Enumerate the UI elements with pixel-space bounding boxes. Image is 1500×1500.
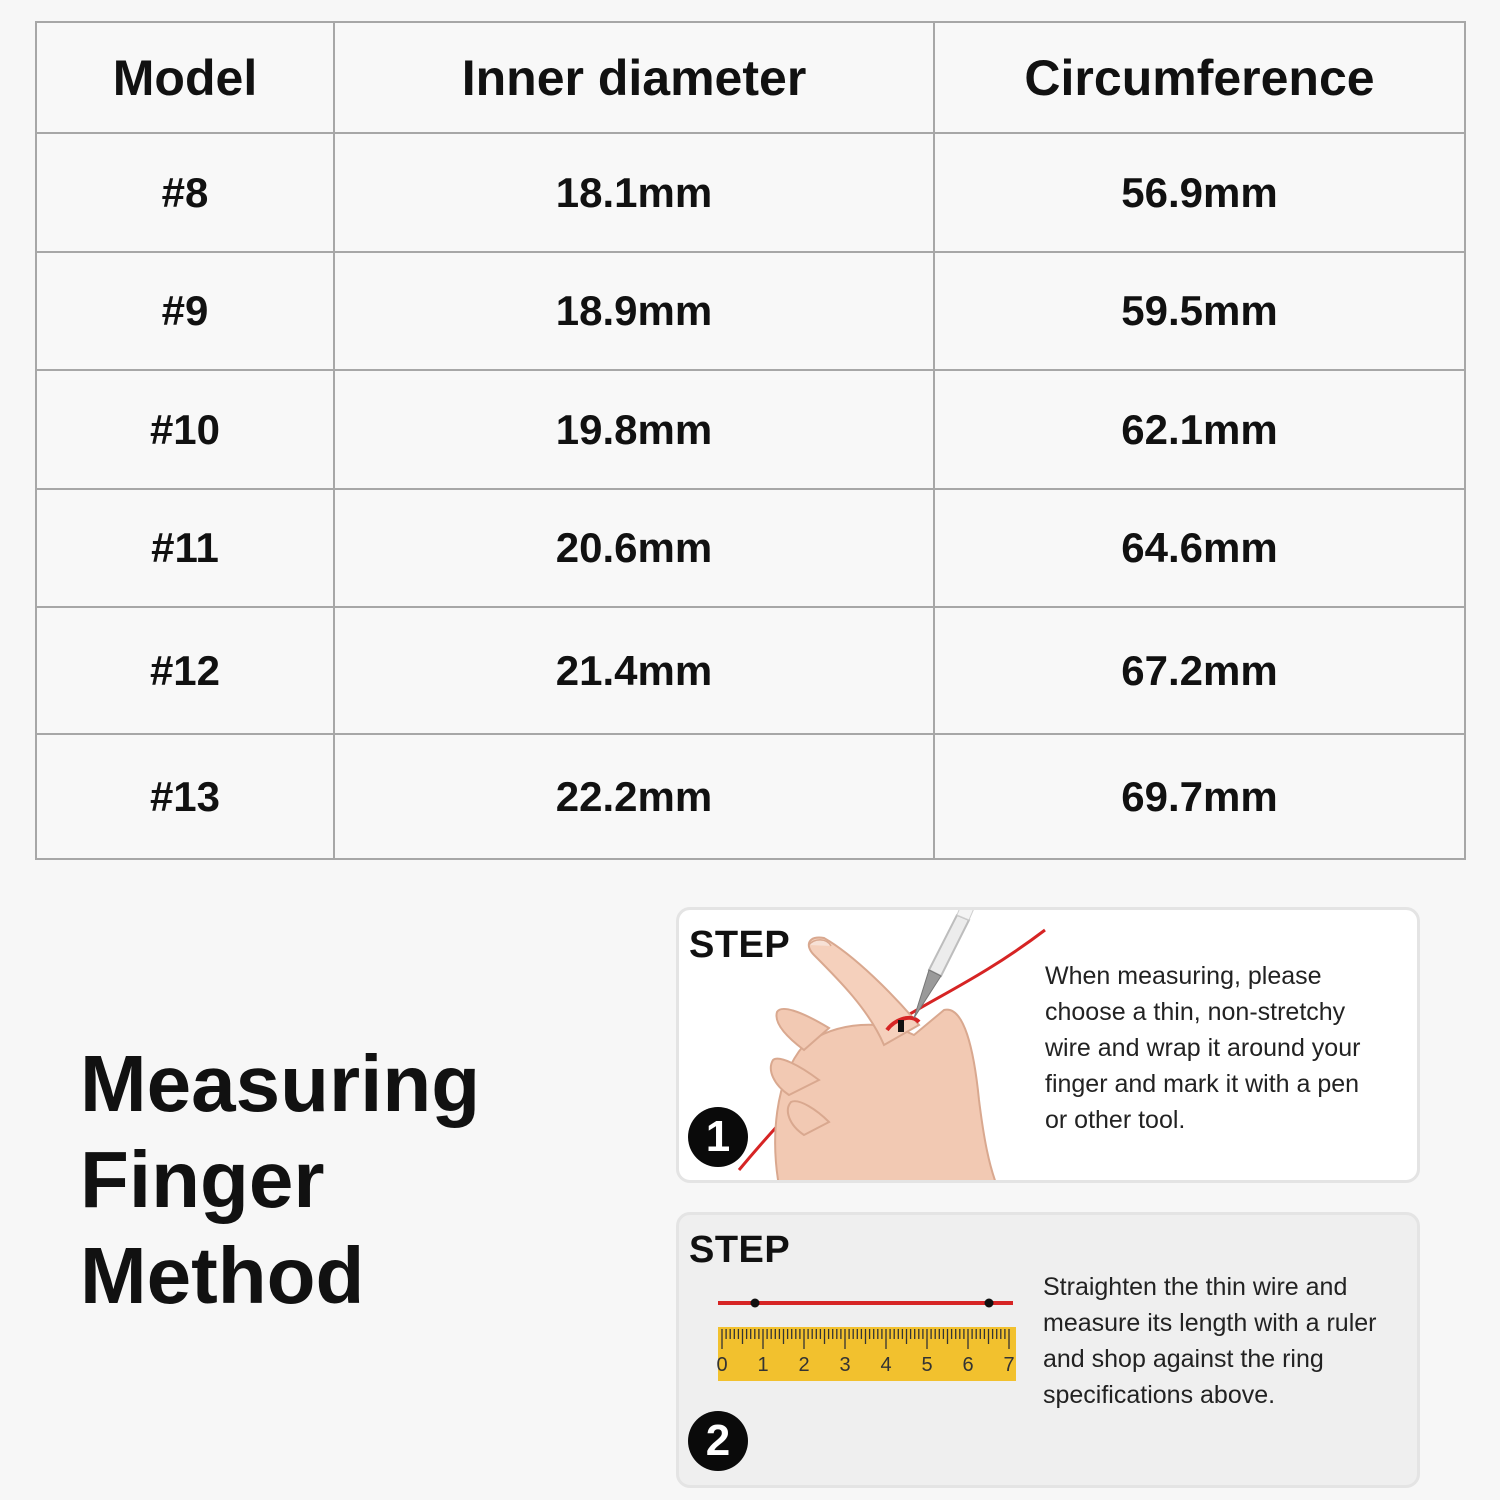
cell-inner-diameter: 18.9mm	[335, 253, 935, 371]
ruler-number: 4	[880, 1354, 892, 1376]
step-description: Straighten the thin wire and measure its length with a ruler and shop against the ring specifications above.	[1043, 1273, 1377, 1409]
cell-model: #10	[37, 371, 335, 490]
step-label: STEP	[689, 924, 791, 966]
step-2-panel	[676, 1212, 1420, 1488]
header-model: Model	[37, 23, 335, 134]
cell-inner-diameter: 19.8mm	[335, 371, 935, 490]
ruler-number: 1	[757, 1354, 769, 1376]
cell-model: #9	[37, 253, 335, 371]
step-number-badge: 2	[688, 1411, 748, 1471]
title-line: Finger	[80, 1135, 325, 1224]
cell-circumference: 64.6mm	[935, 490, 1464, 608]
cell-model: #13	[37, 735, 335, 858]
cell-inner-diameter: 22.2mm	[335, 735, 935, 858]
step-number-badge: 1	[688, 1107, 748, 1167]
cell-circumference: 62.1mm	[935, 371, 1464, 490]
ruler-number: 6	[962, 1354, 974, 1376]
cell-model: #11	[37, 490, 335, 608]
cell-model: #12	[37, 608, 335, 735]
title-line: Measuring	[80, 1039, 481, 1128]
cell-inner-diameter: 20.6mm	[335, 490, 935, 608]
page-title	[80, 1036, 480, 1324]
cell-inner-diameter: 18.1mm	[335, 134, 935, 253]
cell-model: #8	[37, 134, 335, 253]
size-table	[35, 21, 1466, 860]
cell-circumference: 56.9mm	[935, 134, 1464, 253]
title-line: Method	[80, 1231, 365, 1320]
cell-inner-diameter: 21.4mm	[335, 608, 935, 735]
ruler-number: 2	[798, 1354, 810, 1376]
cell-circumference: 59.5mm	[935, 253, 1464, 371]
step-label: STEP	[689, 1229, 791, 1271]
ruler-number: 7	[1003, 1354, 1015, 1376]
cell-circumference: 69.7mm	[1121, 772, 1278, 820]
ruler-number: 0	[716, 1354, 728, 1376]
step-1-panel	[676, 907, 1420, 1183]
ruler-wire-icon	[713, 1289, 1053, 1399]
ruler-number: 3	[839, 1354, 851, 1376]
header-inner-diameter: Inner diameter	[335, 23, 935, 134]
step-description: When measuring, please choose a thin, non-stretchy wire and wrap it around your finger and mark it with a pen or other tool.	[1045, 962, 1361, 1134]
header-circumference: Circumference	[935, 23, 1464, 134]
ruler-number: 5	[921, 1354, 933, 1376]
cell-circumference: 67.2mm	[935, 608, 1464, 735]
